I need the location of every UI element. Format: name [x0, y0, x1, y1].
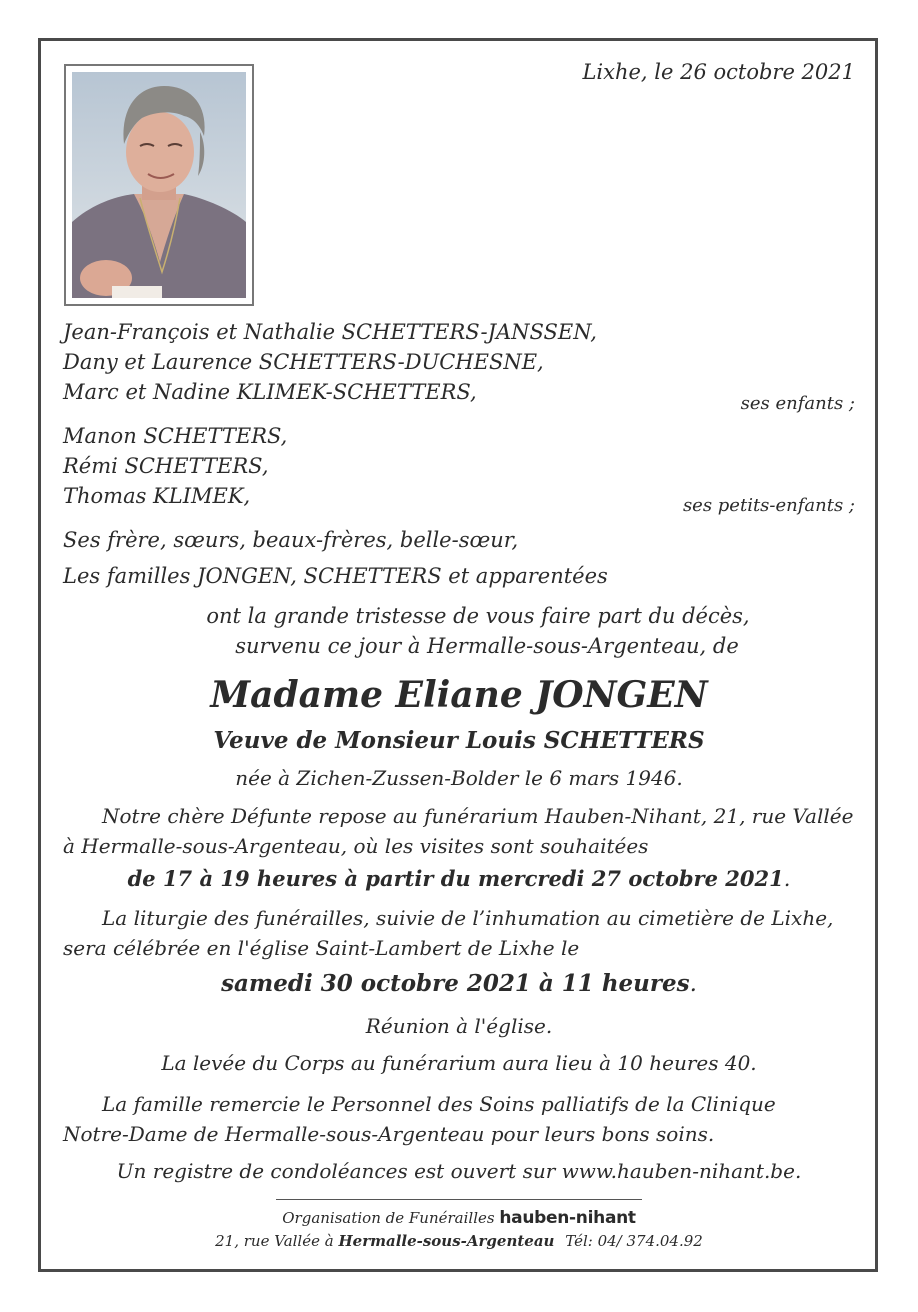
deceased-widow: Veuve de Monsieur Louis SCHETTERS [213, 727, 705, 754]
footer-phone: Tél: 04/ 374.04.92 [565, 1232, 703, 1250]
child-line-3: Marc et Nadine KLIMEK-SCHETTERS, [63, 380, 477, 404]
visits-hours: de 17 à 19 heures à partir du mercredi 27 octobre 2021 [127, 866, 784, 891]
grandchild-line-3: Thomas KLIMEK, [63, 484, 251, 508]
child-line-2: Dany et Laurence SCHETTERS-DUCHESNE, [63, 350, 544, 374]
visits-line-2: à Hermalle-sous-Argenteau, où les visites sont souhaitées [63, 834, 649, 858]
portrait-image [72, 72, 246, 298]
footer-org-row [0, 1208, 918, 1228]
funeral-period: . [689, 971, 697, 997]
funeral-datetime: samedi 30 octobre 2021 à 11 heures [221, 970, 690, 997]
footer-separator [276, 1199, 642, 1200]
visits-period: . [783, 867, 791, 891]
children-relation: ses enfants ; [740, 393, 855, 414]
footer-address-city: Hermalle-sous-Argenteau [338, 1232, 555, 1250]
deceased-name: Madame Eliane JONGEN [210, 674, 708, 716]
thanks-line-2: Notre-Dame de Hermalle-sous-Argenteau pour leurs bons soins. [63, 1122, 715, 1146]
funeral-meeting: Réunion à l'église. [365, 1014, 553, 1038]
registry-line: Un registre de condoléances est ouvert sur www.hauben-nihant.be. [116, 1159, 802, 1183]
funeral-line-2: sera célébrée en l'église Saint-Lambert de Lixhe le [63, 936, 580, 960]
portrait-photo [64, 64, 254, 306]
families-line: Les familles JONGEN, SCHETTERS et apparentées [63, 564, 608, 588]
visits-line-1: Notre chère Défunte repose au funérarium Hauben-Nihant, 21, rue Vallée [102, 804, 854, 828]
place-date: Lixhe, le 26 octobre 2021 [582, 60, 855, 84]
deceased-born: née à Zichen-Zussen-Bolder le 6 mars 1946. [235, 766, 683, 790]
funeral-datetime-row [0, 970, 918, 997]
portrait-illustration [72, 72, 246, 298]
grandchild-line-2: Rémi SCHETTERS, [63, 454, 269, 478]
thanks-line-1: La famille remercie le Personnel des Soins palliatifs de la Clinique [102, 1092, 776, 1116]
announcement-line-2: survenu ce jour à Hermalle-sous-Argenteau, de [235, 634, 739, 658]
funeral-levee: La levée du Corps au funérarium aura lieu à 10 heures 40. [161, 1051, 757, 1075]
grandchildren-relation: ses petits-enfants ; [682, 495, 855, 516]
footer-org-prefix: Organisation de Funérailles [282, 1209, 495, 1227]
footer-brand-logo: hauben-nihant [499, 1208, 636, 1228]
grandchild-line-1: Manon SCHETTERS, [63, 424, 288, 448]
funeral-line-1: La liturgie des funérailles, suivie de l’inhumation au cimetière de Lixhe, [102, 906, 834, 930]
child-line-1: Jean-François et Nathalie SCHETTERS-JANSSEN, [63, 320, 597, 344]
footer-address-prefix: 21, rue Vallée à [215, 1232, 334, 1250]
siblings-line: Ses frère, sœurs, beaux-frères, belle-sœur, [63, 528, 519, 552]
footer-address-row [0, 1232, 918, 1250]
announcement-line-1: ont la grande tristesse de vous faire part du décès, [206, 604, 750, 628]
visits-hours-row [0, 866, 918, 891]
